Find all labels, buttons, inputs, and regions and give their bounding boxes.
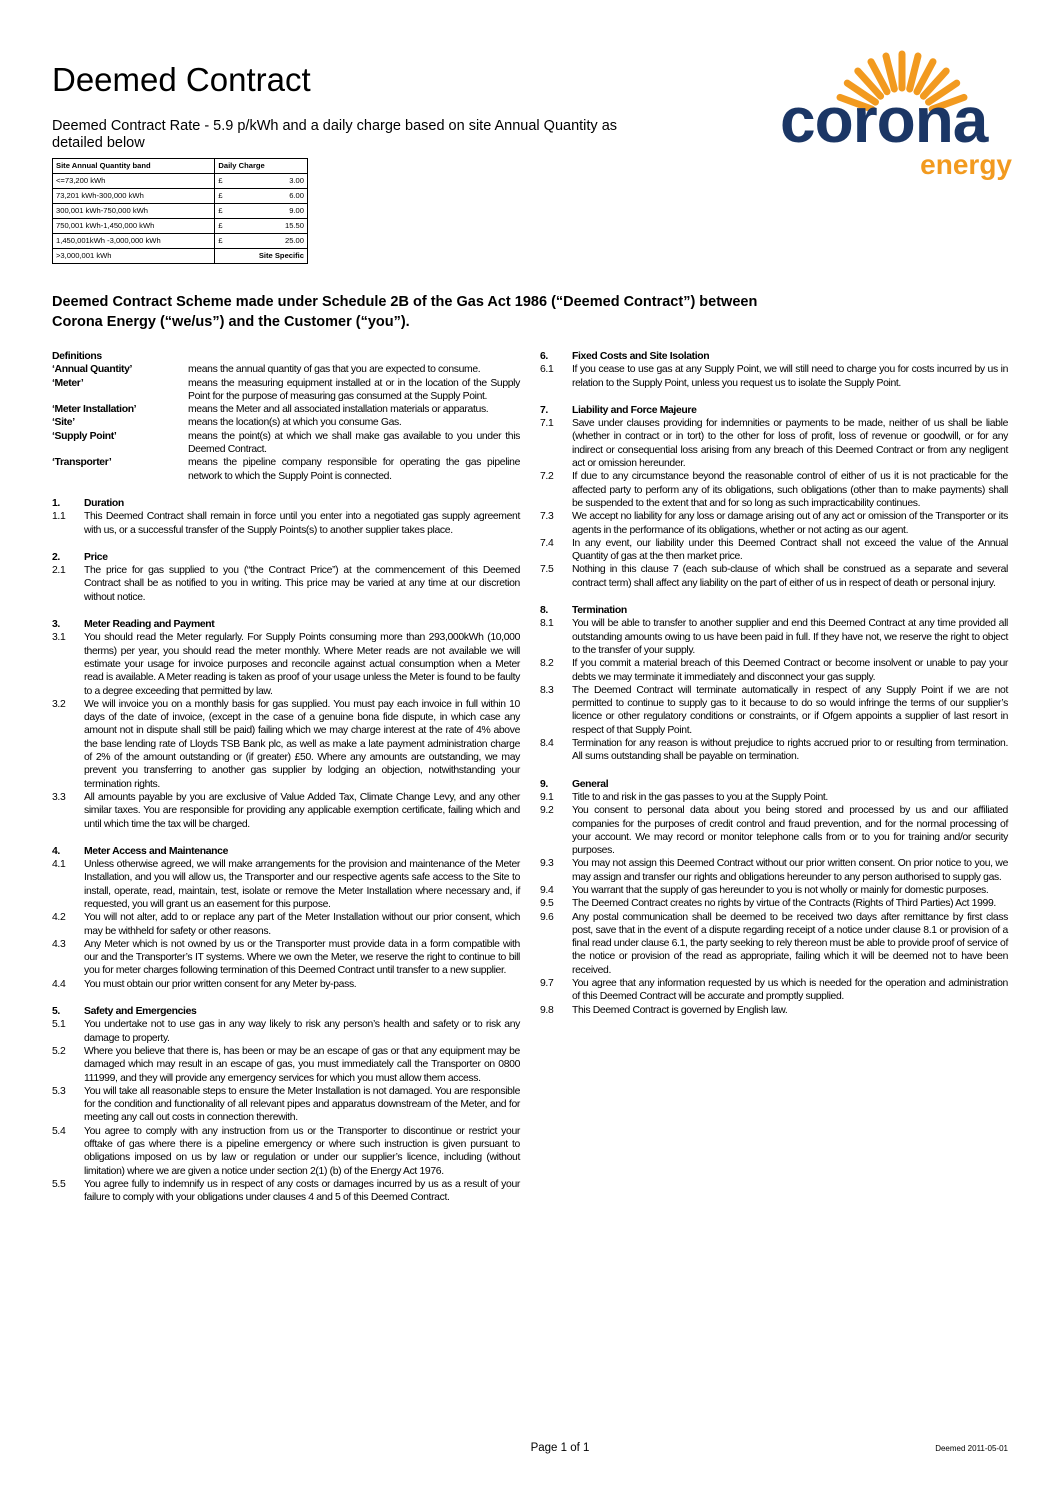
definitions-section [52,350,520,483]
logo-subtitle: energy [920,149,1012,180]
clause-number: 8.3 [540,684,554,696]
section-number: 4. [52,845,60,857]
clause [52,1125,520,1178]
clause [540,791,1008,804]
clause-text: You agree to comply with any instruction from us or the Transporter to discontinue or restrict your offtake of gas where there is a pipeline emergency or where such instruction is given pursuant to obligations imposed on us by law or regulation or under our supplier’s licence, including (without limitation) where we are given a notice under section 2(1) (b) of the Energy Act 1976. [84,1125,520,1177]
clause-section [540,404,1008,590]
clause-section [52,618,520,831]
band-cell: >3,000,001 kWh [53,249,215,264]
document-reference: Deemed 2011-05-01 [935,1444,1008,1453]
band-cell: 750,001 kWh-1,450,000 kWh [53,219,215,234]
section-heading [540,350,1008,363]
clause-section [52,1005,520,1204]
section-title: Meter Reading and Payment [84,619,215,631]
section-number: 6. [540,351,548,362]
clause-text: This Deemed Contract is governed by English law. [572,1004,788,1016]
clause [540,510,1008,537]
section-title: Termination [572,605,627,617]
clause-number: 5.5 [52,1178,66,1190]
definition-term: ‘Meter’ [52,377,84,389]
clause-number: 4.1 [52,859,66,871]
definition-meaning: means the point(s) at which we shall make gas available to you under this Deemed Contract. [188,430,520,456]
clause [540,617,1008,657]
definition-row [52,430,520,457]
clause-section [540,778,1008,1017]
clause-number: 9.5 [540,898,554,910]
clause [52,978,520,991]
clause [52,1178,520,1205]
clause-text: Save under clauses providing for indemnities or payments to be made, neither of us shall be liable (whether in contract or in tort) to the other for loss of profit, loss of revenue or goodwill, or for any indirect or consequential loss arising from any breach of this Deemed Contract or from any negligent act or omission hereunder. [572,418,1008,470]
section-heading [52,1005,520,1018]
clause-section [540,350,1008,390]
section-title: Fixed Costs and Site Isolation [572,351,710,362]
section-title: Safety and Emergencies [84,1006,197,1018]
clause-text: The Deemed Contract will terminate automatically in respect of any Supply Point if we are not permitted to continue to supply gas to it because to do so would infringe the terms of our supplier’s licence or other regulatory conditions or constraints, or if Ofgem appoints a supplier of last resort in respect of that Supply Point. [572,684,1008,736]
section-title: Price [84,551,108,563]
clause-number: 9.4 [540,884,554,896]
definition-meaning: means the measuring equipment installed at or in the location of the Supply Point for the purpose of measuring gas consumed at the Supply Point. [188,377,520,402]
section-heading [540,404,1008,417]
clause-text: Where you believe that there is, has been or may be an escape of gas or that any equipment may be damaged which may result in an escape of gas, you must immediately call the Transporter on 0800 111999, and they will provide any emergency services for which you must allow them access. [84,1045,520,1084]
section-title: Meter Access and Maintenance [84,845,228,857]
clause [540,657,1008,684]
currency-cell: £ [215,189,235,204]
table-body [53,174,308,264]
page-number: Page 1 of 1 [530,1442,590,1454]
clause-number: 4.4 [52,978,66,990]
clause-section [52,497,520,537]
clause-number: 4.3 [52,938,66,950]
clause-text: Title to and risk in the gas passes to you at the Supply Point. [572,791,828,803]
definition-meaning: means the pipeline company responsible for operating the gas pipeline network to which the Supply Point is connected. [188,457,520,482]
clause-text: Termination for any reason is without prejudice to rights accrued prior to or resulting from termination. All sums outstanding shall be payable on termination. [572,738,1008,763]
section-title: Duration [84,497,124,509]
table-row [53,204,308,219]
clause [540,470,1008,510]
section-heading [540,778,1008,791]
scheme-heading [52,292,872,332]
clause-number: 5.4 [52,1125,66,1137]
clause [52,938,520,978]
definition-row [52,456,520,483]
clause-text: You may not assign this Deemed Contract without our prior written consent. On prior notice to you, we may assign and transfer our rights and obligations hereunder to any person authorised to supply gas. [572,858,1008,883]
clause [52,791,520,831]
clause [540,857,1008,884]
clause-number: 5.1 [52,1019,66,1031]
table-header-row [53,159,308,174]
clause [540,417,1008,470]
clause [52,1045,520,1085]
clause-number: 9.7 [540,978,554,990]
clause-text: Unless otherwise agreed, we will make arrangements for the provision and maintenance of the Meter Installation, and you will allow us, the Transporter and our respective agents safe access to the Site to install, operate, read, maintain, test, isolate or remove the Meter Installation where necessary and, if requested, you will grant us an easement for this purpose. [84,859,520,910]
clause [540,804,1008,857]
clause [540,684,1008,737]
clause-text: If you cease to use gas at any Supply Point, we will still need to charge you for costs incurred by us in relation to the Supply Point, unless you request us to isolate the Supply Point. [572,364,1008,389]
charge-cell: 3.00 [235,174,307,189]
section-title: General [572,778,609,790]
clause-number: 3.3 [52,791,66,803]
clause-number: 2.1 [52,565,66,577]
section-heading [52,497,520,510]
clause-number: 7.5 [540,564,554,576]
section-number: 9. [540,778,548,790]
definition-row [52,363,520,376]
band-cell: 300,001 kWh-750,000 kWh [53,204,215,219]
definition-row [52,377,520,404]
clause-number: 7.2 [540,471,554,483]
definition-term: ‘Annual Quantity’ [52,364,133,376]
currency-cell: £ [215,174,235,189]
left-column [52,350,520,1205]
clause-number: 8.2 [540,658,554,670]
clause-number: 7.3 [540,511,554,523]
currency-cell: £ [215,204,235,219]
column-header-charge: Daily Charge [215,159,308,174]
charge-cell: 6.00 [235,189,307,204]
document-title: Deemed Contract [52,61,311,98]
clause [540,977,1008,1004]
definition-term: ‘Meter Installation’ [52,404,137,416]
clause-text: You will take all reasonable steps to ensure the Meter Installation is not damaged. You are responsible for the condition and functionality of all relevant pipes and apparatus downstream of the Meter, and for meeting any call out costs in connection therewith. [84,1085,520,1124]
clause-text: Nothing in this clause 7 (each sub-clause of which shall be construed as a separate and several contract term) shall affect any liability on the part of either of us in respect of death or personal injury. [572,564,1008,589]
table-row [53,219,308,234]
definition-meaning: means the annual quantity of gas that you are expected to consume. [188,364,481,376]
clause-number: 9.6 [540,911,554,923]
clause-text: In any event, our liability under this Deemed Contract shall not exceed the value of the Annual Quantity of gas at the then market price. [572,537,1008,563]
clause-text: We accept no liability for any loss or damage arising out of any act or omission of the Transporter or its agents in the performance of its obligations, whether or not acting as our agent. [572,511,1008,536]
definition-term: ‘Supply Point’ [52,430,117,442]
clause-number: 5.2 [52,1045,66,1057]
rate-description: Deemed Contract Rate - 5.9 p/kWh and a daily charge based on site Annual Quantity as detailed below [52,118,618,151]
definition-row [52,416,520,429]
clause-number: 6.1 [540,364,554,376]
clause-number: 7.1 [540,418,554,430]
definition-meaning: means the location(s) at which you consume Gas. [188,417,402,429]
section-number: 7. [540,404,548,416]
section-heading [52,551,520,564]
clause [52,564,520,604]
clause-text: Any Meter which is not owned by us or the Transporter must provide data in a form compatible with our and the Transporter’s IT systems. Where we own the Meter, we reserve the right to continue to bill you for meter charges following termination of this Deemed Contract until transfer to a new supplier. [84,938,520,977]
clause-text: You will not alter, add to or replace any part of the Meter Installation without our prior consent, which may be withheld for safety or other reasons. [84,912,520,937]
definition-meaning: means the Meter and all associated installation materials or apparatus. [188,404,489,416]
clause [52,911,520,938]
clause [540,563,1008,590]
definitions-title: Definitions [52,351,102,362]
clause-section [52,845,520,991]
clause [52,1085,520,1125]
clause [52,858,520,911]
charge-cell: 25.00 [235,234,307,249]
clause [540,737,1008,764]
clause-number: 9.8 [540,1004,554,1016]
column-header-band: Site Annual Quantity band [53,159,215,174]
clause-number: 9.1 [540,791,554,803]
definition-term: ‘Site’ [52,417,75,429]
section-heading [540,604,1008,617]
section-heading [52,845,520,858]
clause [540,1004,1008,1017]
clause [52,631,520,697]
clause-text: If you commit a material breach of this Deemed Contract or become insolvent or unable to pay your debts we may terminate it immediately and disconnect your gas supply. [572,658,1008,683]
currency-cell: £ [215,234,235,249]
band-cell: 1,450,001kWh -3,000,000 kWh [53,234,215,249]
clause-number: 3.1 [52,632,66,644]
scheme-heading-line-1: Deemed Contract Scheme made under Schedule 2B of the Gas Act 1986 (“Deemed Contract”) between [52,294,758,310]
section-title: Liability and Force Majeure [572,404,697,416]
clause-text: You must obtain our prior written consent for any Meter by-pass. [84,978,357,990]
section-number: 1. [52,497,60,509]
table-row [53,174,308,189]
clause-number: 4.2 [52,912,66,924]
clause-section [540,604,1008,764]
clause [540,897,1008,910]
clause-number: 8.4 [540,738,554,750]
clause-text: The price for gas supplied to you (“the Contract Price”) at the commencement of this Deemed Contract shall be as notified to you in writing. This price may be varied at any time at our discretion without notice. [84,565,520,603]
definition-row [52,403,520,416]
clause-text: All amounts payable by you are exclusive of Value Added Tax, Climate Change Levy, and any other similar taxes. You are responsible for providing any applicable exemption certificate, failing which and until which time the tax will be charged. [84,791,520,830]
clause-number: 9.2 [540,805,554,817]
section-number: 3. [52,619,60,631]
charge-cell: 15.50 [235,219,307,234]
charge-cell: Site Specific [215,249,308,264]
clause-number: 8.1 [540,618,554,630]
clause-number: 9.3 [540,858,554,870]
clause-number: 5.3 [52,1085,66,1097]
clause-text: You consent to personal data about you being stored and processed by us and our affiliated companies for the purposes of credit control and fraud prevention, and for the normal processing of your account. We may record or monitor telephone calls from or to you for training and/or security purposes. [572,805,1008,857]
clause-text: The Deemed Contract creates no rights by virtue of the Contracts (Rights of Third Parties) Act 1999. [572,898,996,910]
band-cell: 73,201 kWh-300,000 kWh [53,189,215,204]
clause-section [52,551,520,604]
table-row [53,249,308,264]
clause [52,510,520,537]
clause [540,884,1008,897]
clause-text: If due to any circumstance beyond the reasonable control of either of us it is not practicable for the affected party to perform any of its obligations, such obligations (other than to make payments) shall be suspended to the extent that and for so long as such impracticability continues. [572,471,1008,509]
currency-cell: £ [215,219,235,234]
section-number: 8. [540,605,548,617]
clause [540,363,1008,390]
scheme-heading-line-2: Corona Energy (“we/us”) and the Customer (“you”). [52,314,410,330]
clause-number: 1.1 [52,511,66,523]
table-row [53,234,308,249]
table-row [53,189,308,204]
section-heading [52,618,520,631]
right-column [540,350,1008,1017]
clause-text: You undertake not to use gas in any way likely to risk any person’s health and safety or to risk any damage to property. [84,1019,520,1044]
section-number: 2. [52,551,60,563]
clause-text: This Deemed Contract shall remain in force until you enter into a negotiated gas supply agreement with us, or a successful transfer of the Supply Points(s) to another supplier takes place. [84,511,520,536]
clause [540,911,1008,977]
clause [540,537,1008,564]
section-number: 5. [52,1006,60,1018]
charge-cell: 9.00 [235,204,307,219]
corona-energy-logo [752,50,1022,190]
clause [52,1018,520,1045]
daily-charge-table [52,158,308,264]
definition-term: ‘Transporter’ [52,457,112,469]
clause-text: You should read the Meter regularly. For Supply Points consuming more than 293,000kWh (10,000 therms) per year, you should read the meter monthly. Where Meter reads are not available we will estimate your usage for invoice purposes and reconcile against actual consumption when a Meter read is available. A Meter reading is taken as proof of your usage unless the Meter is found to be faulty to a degree exceeding that permitted by law. [84,632,520,697]
clause-number: 3.2 [52,698,66,710]
clause-text: You agree that any information requested by us which is needed for the operation and administration of this Deemed Contract will be accurate and promptly supplied. [572,978,1008,1003]
clause-text: You agree fully to indemnify us in respect of any costs or damages incurred by us as a result of your failure to comply with your obligations under clauses 4 and 5 of this Deemed Contract. [84,1178,520,1204]
band-cell: <=73,200 kWh [53,174,215,189]
logo-wordmark: corona [780,84,988,156]
clause-text: We will invoice you on a monthly basis for gas supplied. You must pay each invoice in full within 10 days of the date of invoice, (except in the case of a genuine bona fide dispute, in which case any amount not in dispute shall still be paid) failing which we may charge interest at the rate of 4% above the base lending rate of Lloyds TSB Bank plc, as well as make a late payment administration charge of 2% of the amount outstanding or (if greater) £50. Where any amounts are outstanding, we may prevent you transferring to another gas supplier by lodging an objection, notwithstanding your termination rights. [84,698,520,790]
clause [52,698,520,791]
clause-text: You warrant that the supply of gas hereunder to you is not wholly or mainly for domestic purposes. [572,884,989,896]
clause-text: Any postal communication shall be deemed to be received two days after remittance by first class post, save that in the event of a dispute regarding receipt of a notice under clause 8.1 or provision of a final read under clause 6.1, the party seeking to rely thereon must be able to provide proof of service of the notice or provision of the read as appropriate, failing which it will be deemed not to have been received. [572,911,1008,976]
clause-text: You will be able to transfer to another supplier and end this Deemed Contract at any time provided all outstanding amounts owing to us have been paid in full. If they have not, we reserve the right to object to the transfer of your supply. [572,618,1008,656]
clause-number: 7.4 [540,537,554,549]
